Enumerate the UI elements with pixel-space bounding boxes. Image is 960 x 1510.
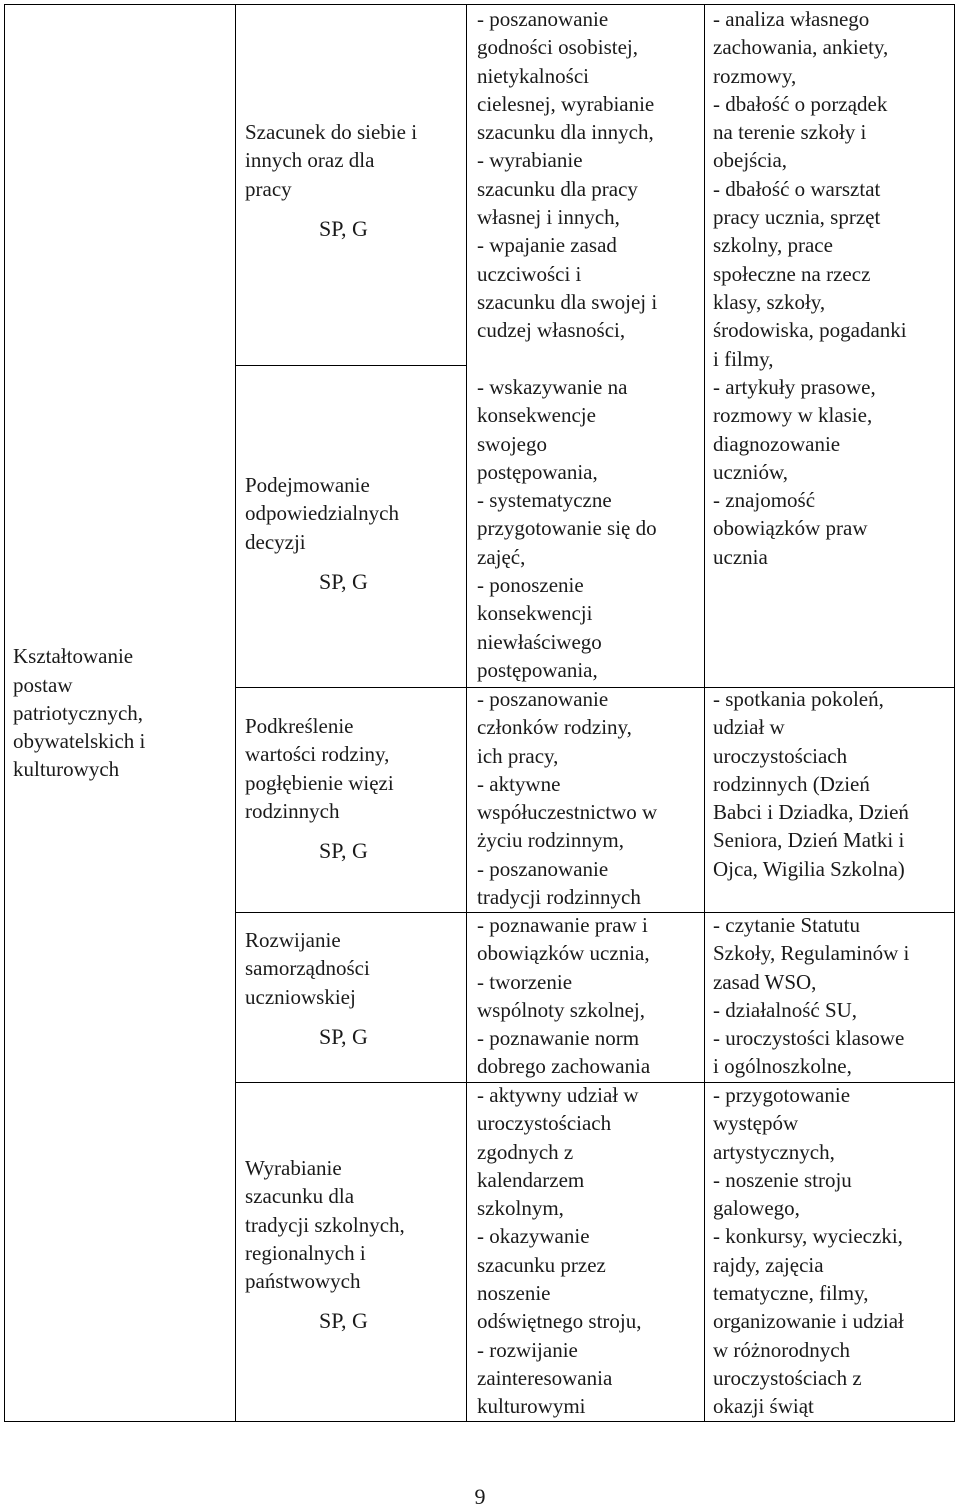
content-cell: - poznawanie praw i obowiązków ucznia, - tworzenie wspólnoty szkolnej, - poznawanie norm dobrego zachowania bbox=[477, 913, 651, 1079]
forms-cell: - czytanie Statutu Szkoły, Regulaminów i zasad WSO, - działalność SU, - uroczystości klasowe i ogólnoszkolne, bbox=[713, 913, 910, 1079]
goal-code: SP, G bbox=[319, 215, 368, 241]
content-cell: - poszanowanie godności osobistej, nietykalności cielesnej, wyrabianie szacunku dla innych, - wyrabianie szacunku dla pracy własnej i innych, - wpajanie zasad uczciwości i szacunku dla swojej i cudzej własności, bbox=[477, 7, 658, 343]
row-divider bbox=[235, 365, 466, 366]
forms-cell: - spotkania pokoleń, udział w uroczystościach rodzinnych (Dzień Babci i Dziadka, Dzień Seniora, Dzień Matki i Ojca, Wigilia Szkolna) bbox=[713, 687, 909, 881]
goal-cell bbox=[245, 118, 465, 243]
goal-title: Rozwijanie samorządności uczniowskiej bbox=[245, 928, 370, 1009]
goal-title: Szacunek do siebie i innych oraz dla pracy bbox=[245, 120, 418, 201]
forms-cell: - analiza własnego zachowania, ankiety, rozmowy, - dbałość o porządek na terenie szkoły i obejścia, - dbałość o warsztat pracy ucznia, sprzęt szkolny, prace społeczne na rzecz klasy, szkoły, środowiska, pogadanki i filmy, bbox=[713, 7, 907, 371]
content-cell: - aktywny udział w uroczystościach zgodnych z kalendarzem szkolnym, - okazywanie szacunku przez noszenie odświętnego stroju, - rozwijanie zainteresowania kulturowymi bbox=[477, 1083, 642, 1419]
goal-cell bbox=[245, 1154, 465, 1336]
content-cell: - poszanowanie członków rodziny, ich pracy, - aktywne współuczestnictwo w życiu rodzinnym, - poszanowanie tradycji rodzinnych bbox=[477, 687, 658, 910]
area-label: Kształtowanie postaw patriotycznych, obywatelskich i kulturowych bbox=[13, 644, 146, 782]
forms-cell: - artykuły prasowe, rozmowy w klasie, diagnozowanie uczniów, - znajomość obowiązków praw ucznia bbox=[713, 375, 876, 569]
goal-cell bbox=[245, 712, 465, 865]
goal-title: Wyrabianie szacunku dla tradycji szkolnych, regionalnych i państwowych bbox=[245, 1156, 405, 1294]
page-number: 9 bbox=[474, 1484, 486, 1509]
program-table bbox=[4, 4, 955, 1422]
goal-code: SP, G bbox=[319, 1308, 368, 1334]
column-divider bbox=[704, 5, 705, 1421]
goal-title: Podkreślenie wartości rodziny, pogłębienie więzi rodzinnych bbox=[245, 714, 394, 823]
column-divider bbox=[235, 5, 236, 1421]
goal-cell bbox=[245, 471, 465, 596]
goal-code: SP, G bbox=[319, 1023, 368, 1049]
content-cell: - wskazywanie na konsekwencje swojego postępowania, - systematyczne przygotowanie się do zajęć, - ponoszenie konsekwencji niewłaściwego postępowania, bbox=[477, 375, 657, 682]
forms-cell: - przygotowanie występów artystycznych, - noszenie stroju galowego, - konkursy, wycieczki, rajdy, zajęcia tematyczne, filmy, organizowanie i udział w różnorodnych uroczystościach z okazji świąt bbox=[713, 1083, 904, 1419]
goal-title: Podejmowanie odpowiedzialnych decyzji bbox=[245, 473, 399, 554]
goal-code: SP, G bbox=[319, 838, 368, 864]
area-cell bbox=[13, 5, 235, 1421]
goal-code: SP, G bbox=[319, 568, 368, 594]
column-divider bbox=[466, 5, 467, 1421]
goal-cell bbox=[245, 926, 465, 1051]
